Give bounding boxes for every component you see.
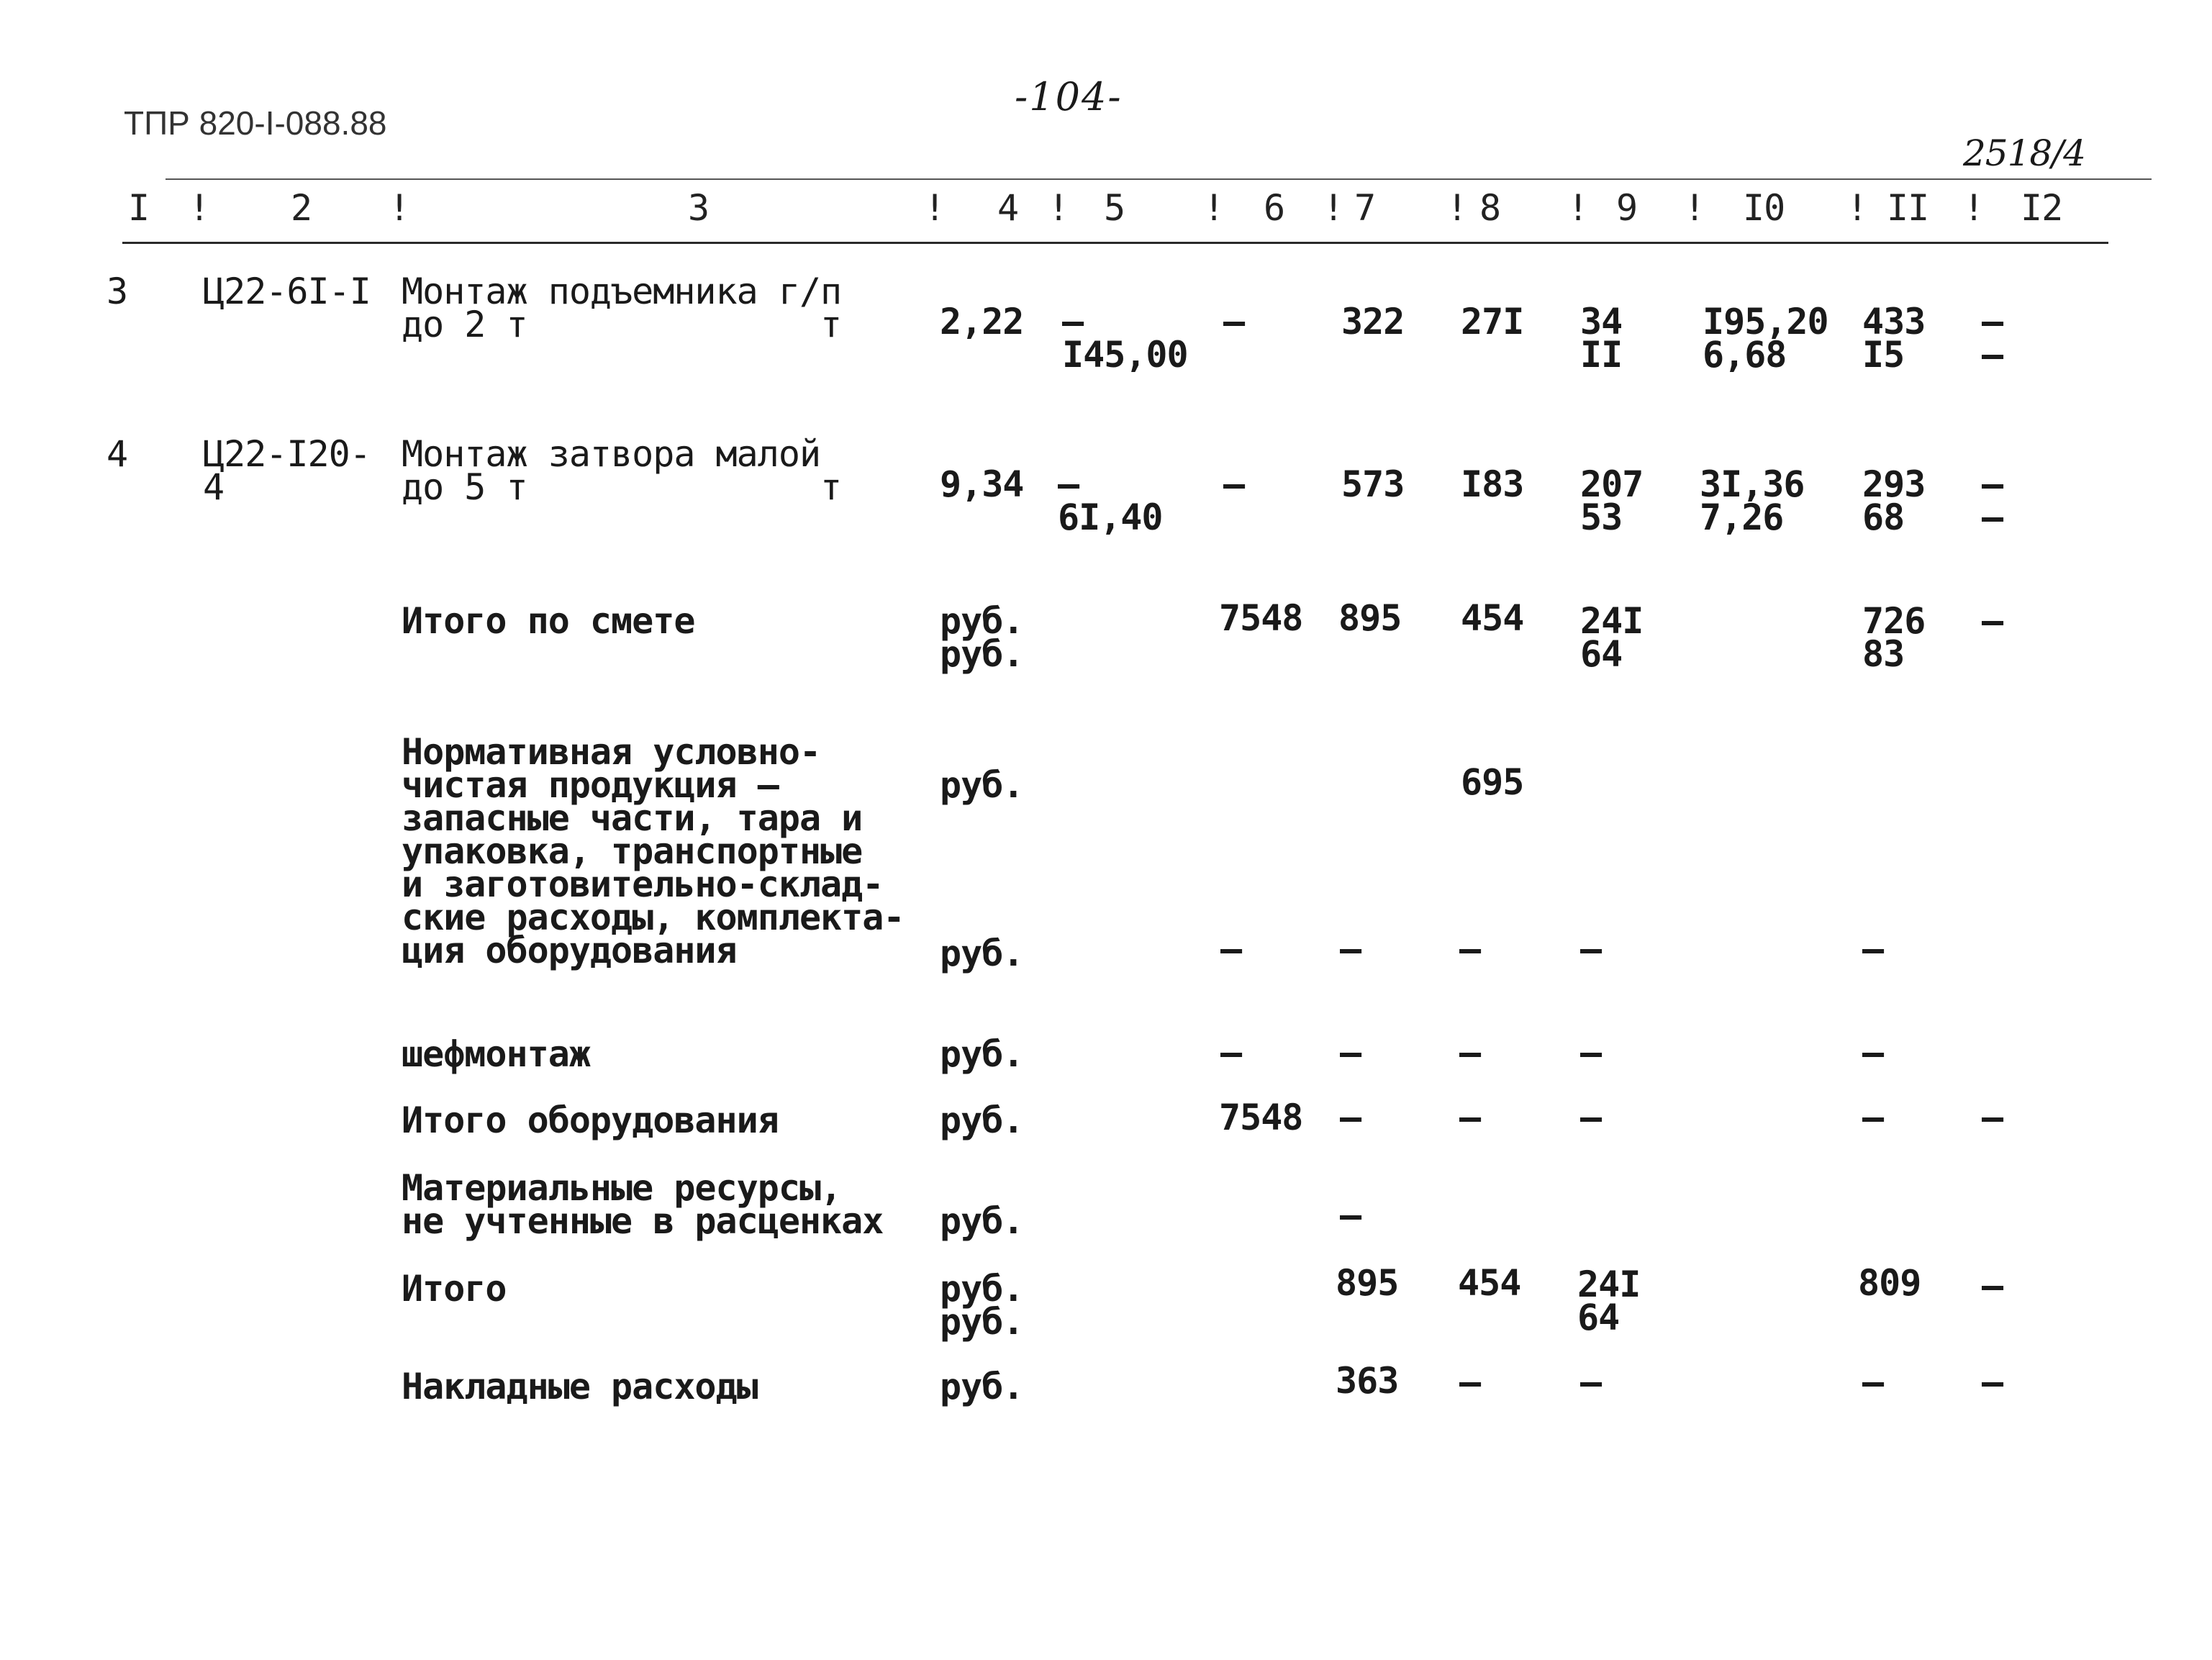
summary-col-7: – <box>1340 1194 1361 1236</box>
row-col-6: – <box>1223 463 1245 505</box>
summary-col-12: – <box>1982 600 2003 642</box>
summary-label: Итого по смете <box>402 600 695 642</box>
row-code: Ц22-I20- 4 <box>203 433 371 508</box>
row-col-8: I83 <box>1461 463 1524 505</box>
summary-col-8: – <box>1459 1361 1481 1403</box>
summary-label: Материальные ресурсы, не учтенные в расценках <box>402 1167 884 1242</box>
summary-label: Нормативная условно- чистая продукция – запасные части, тара и упаковка, транспортные и заготовительно-склад- ские расходы, комплекта- ция оборудования <box>402 731 905 971</box>
row-col-7: 573 <box>1341 463 1405 505</box>
summary-col-7: 363 <box>1336 1360 1399 1402</box>
summary-label: Итого оборудования <box>402 1099 779 1141</box>
summary-label: Итого <box>402 1268 507 1310</box>
summary-unit: руб. <box>940 933 1024 974</box>
summary-col-9: – <box>1580 928 1602 970</box>
summary-unit: руб. <box>940 1099 1024 1141</box>
summary-col-8: 695 <box>1461 761 1524 803</box>
col-header-4: 4 <box>997 187 1019 229</box>
summary-col-12: – <box>1982 1361 2003 1403</box>
col-header-11: II <box>1887 187 1929 229</box>
summary-col-11: – <box>1862 1361 1884 1403</box>
col-separator: ! <box>1846 187 1868 229</box>
header-top-rule <box>166 178 2152 180</box>
summary-col-6: – <box>1220 928 1242 970</box>
summary-col-6: 7548 <box>1219 1097 1303 1138</box>
col-separator: ! <box>1567 187 1589 229</box>
header-bottom-rule <box>122 242 2108 244</box>
col-header-2: 2 <box>291 187 312 229</box>
summary-unit: руб. <box>940 1366 1024 1407</box>
summary-col-12: – <box>1982 1265 2003 1307</box>
col-header-6: 6 <box>1264 187 1285 229</box>
col-separator: ! <box>1203 187 1225 229</box>
summary-label: Накладные расходы <box>402 1366 758 1407</box>
summary-col-8: – <box>1459 1097 1481 1138</box>
summary-col-7: 895 <box>1336 1262 1399 1304</box>
col-header-9: 9 <box>1616 187 1638 229</box>
document-code: ТПР 820-I-088.88 <box>124 104 387 142</box>
summary-col-7: 895 <box>1338 597 1402 639</box>
summary-col-6: 7548 <box>1219 597 1303 639</box>
summary-col-8: – <box>1459 1032 1481 1074</box>
summary-col-11: – <box>1862 928 1884 970</box>
col-separator: ! <box>1963 187 1985 229</box>
col-separator: ! <box>1048 187 1069 229</box>
row-number: 4 <box>106 433 128 475</box>
summary-unit: руб. руб. <box>940 1268 1024 1343</box>
col-header-10: I0 <box>1743 187 1785 229</box>
row-col-6: – <box>1223 301 1245 343</box>
row-col-9: 207 53 <box>1580 463 1644 538</box>
row-description: Монтаж подъемника г/п до 2 т т <box>402 271 842 345</box>
col-header-12: I2 <box>2021 187 2063 229</box>
summary-unit: руб. руб. <box>940 600 1024 675</box>
summary-col-11: 726 83 <box>1862 600 1926 675</box>
row-code: Ц22-6I-I <box>203 271 371 312</box>
col-header-5: 5 <box>1104 187 1125 229</box>
col-header-7: 7 <box>1354 187 1376 229</box>
row-col-5: – 6I,40 <box>1058 463 1163 538</box>
row-col-8: 27I <box>1461 301 1524 343</box>
row-col-10: 3I,36 7,26 <box>1700 463 1805 538</box>
row-col-5: – I45,00 <box>1062 301 1188 376</box>
summary-col-9: – <box>1580 1097 1602 1138</box>
summary-col-6: – <box>1220 1032 1242 1074</box>
summary-col-12: – <box>1982 1097 2003 1138</box>
summary-col-11: 809 <box>1858 1262 1921 1304</box>
col-separator: ! <box>924 187 946 229</box>
summary-col-9: – <box>1580 1032 1602 1074</box>
col-header-1: I <box>128 187 150 229</box>
summary-col-7: – <box>1340 1032 1361 1074</box>
row-col-11: 433 I5 <box>1862 301 1926 376</box>
summary-col-9: – <box>1580 1361 1602 1403</box>
row-col-11: 293 68 <box>1862 463 1926 538</box>
col-header-3: 3 <box>688 187 710 229</box>
row-col-12: – – <box>1982 301 2003 376</box>
summary-col-9: 24I 64 <box>1580 600 1644 675</box>
col-separator: ! <box>1684 187 1705 229</box>
col-separator: ! <box>389 187 410 229</box>
row-col-10: I95,20 6,68 <box>1703 301 1828 376</box>
row-col-9: 34 II <box>1580 301 1623 376</box>
row-col-12: – – <box>1982 463 2003 538</box>
summary-col-8: 454 <box>1461 597 1524 639</box>
row-col-4: 2,22 <box>940 301 1024 343</box>
summary-col-7: – <box>1340 928 1361 970</box>
row-col-7: 322 <box>1341 301 1405 343</box>
summary-unit: руб. <box>940 764 1024 806</box>
summary-label: шефмонтаж <box>402 1033 590 1075</box>
row-col-4: 9,34 <box>940 463 1024 505</box>
summary-col-8: – <box>1459 928 1481 970</box>
summary-unit: руб. <box>940 1200 1024 1242</box>
sheet-reference: 2518/4 <box>1963 132 2085 174</box>
summary-col-7: – <box>1340 1097 1361 1138</box>
summary-col-11: – <box>1862 1032 1884 1074</box>
row-number: 3 <box>106 271 128 312</box>
col-separator: ! <box>1446 187 1468 229</box>
summary-unit: руб. <box>940 1033 1024 1075</box>
row-description: Монтаж затвора малой до 5 т т <box>402 433 842 508</box>
summary-col-9: 24I 64 <box>1577 1264 1641 1338</box>
page-number: -104- <box>1015 74 1123 119</box>
col-separator: ! <box>189 187 210 229</box>
summary-col-11: – <box>1862 1097 1884 1138</box>
summary-col-8: 454 <box>1458 1262 1521 1304</box>
col-separator: ! <box>1323 187 1344 229</box>
col-header-8: 8 <box>1479 187 1501 229</box>
